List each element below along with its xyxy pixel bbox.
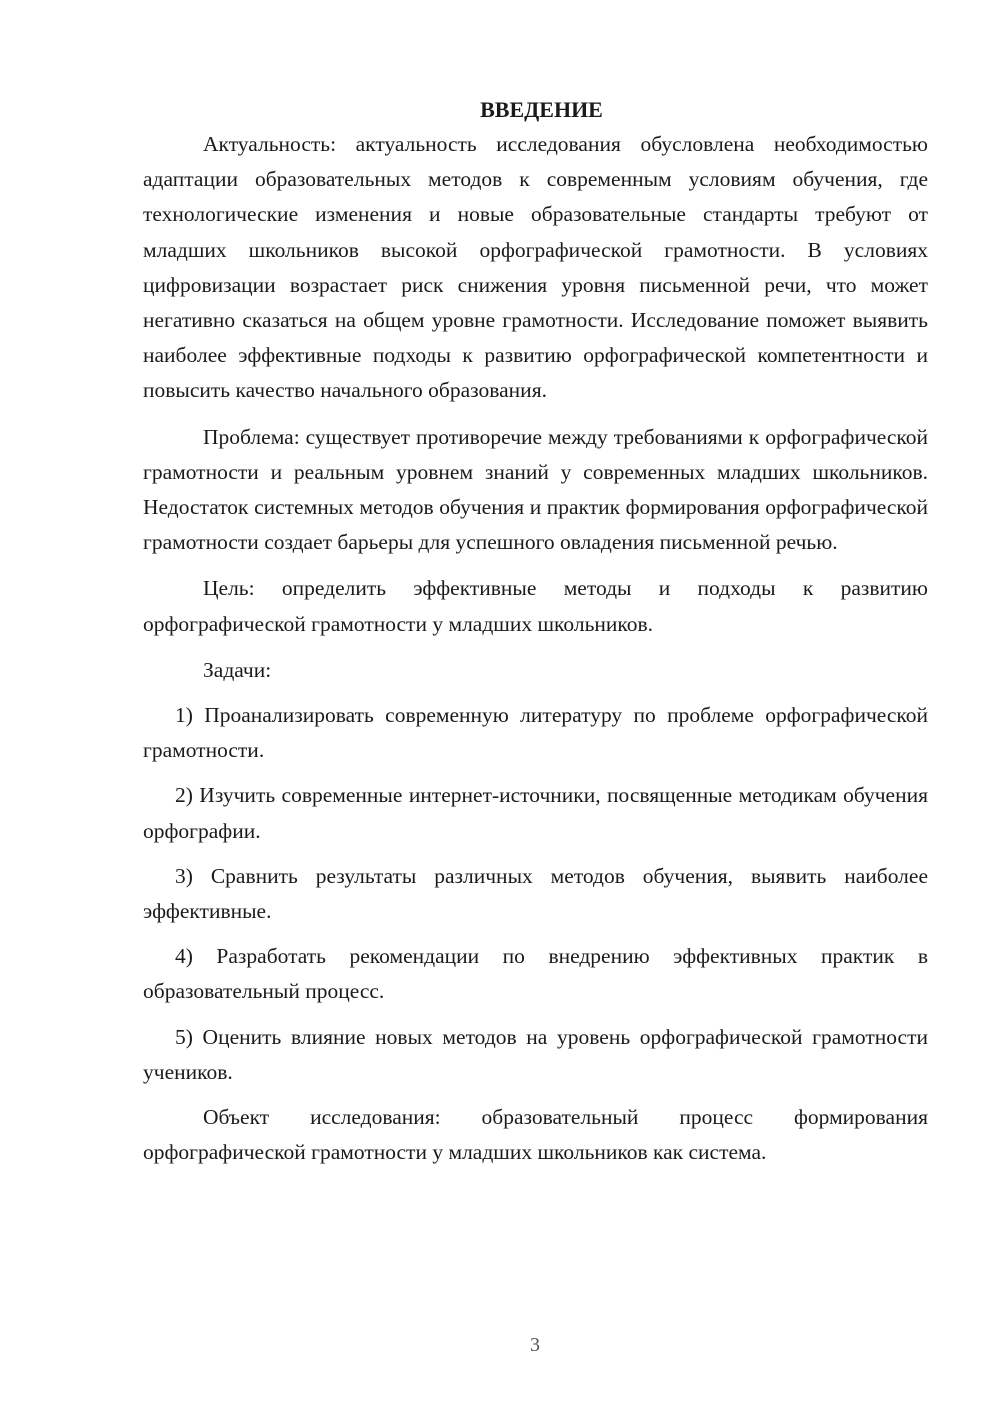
tasks-list: [143, 698, 928, 1090]
paragraph-object: Объект исследования: образовательный процесс формирования орфографической грамотности у младших школьников как система.: [143, 1105, 928, 1165]
paragraph-actuality: Актуальность: актуальность исследования обусловлена необходимостью адаптации образовательных методов к современным условиям обучения, где технологические изменения и новые образовательные стандарты требуют от младших школьников высокой орфографической грамотности. В условиях цифровизации возрастает риск снижения уровня письменной речи, что может негативно сказаться на общем уровне грамотности. Исследование поможет выявить наиболее эффективные подходы к развитию орфографической компетентности и повысить качество начального образования.: [143, 132, 928, 403]
page-number: 3: [530, 1334, 540, 1356]
document-page: [143, 92, 928, 1170]
task-item-5: 5) Оценить влияние новых методов на уровень орфографической грамотности учеников.: [143, 1024, 928, 1084]
task-item-4: 4) Разработать рекомендации по внедрению эффективных практик в образовательный процесс.: [143, 944, 928, 1004]
task-item-1: 1) Проанализировать современную литературу по проблеме орфографической грамотности.: [143, 703, 928, 763]
page-title: ВВЕДЕНИЕ: [480, 97, 603, 122]
tasks-heading: Задачи:: [203, 657, 272, 682]
task-item-2: 2) Изучить современные интернет-источники, посвященные методикам обучения орфографии.: [143, 783, 928, 843]
paragraph-problem: Проблема: существует противоречие между требованиями к орфографической грамотности и реальным уровнем знаний у современных младших школьников. Недостаток системных методов обучения и практик формирования орфографической грамотности создает барьеры для успешного овладения письменной речью.: [143, 424, 928, 555]
task-item-3: 3) Сравнить результаты различных методов обучения, выявить наиболее эффективные.: [143, 863, 928, 924]
paragraph-goal: Цель: определить эффективные методы и подходы к развитию орфографической грамотности у младших школьников.: [143, 576, 928, 636]
